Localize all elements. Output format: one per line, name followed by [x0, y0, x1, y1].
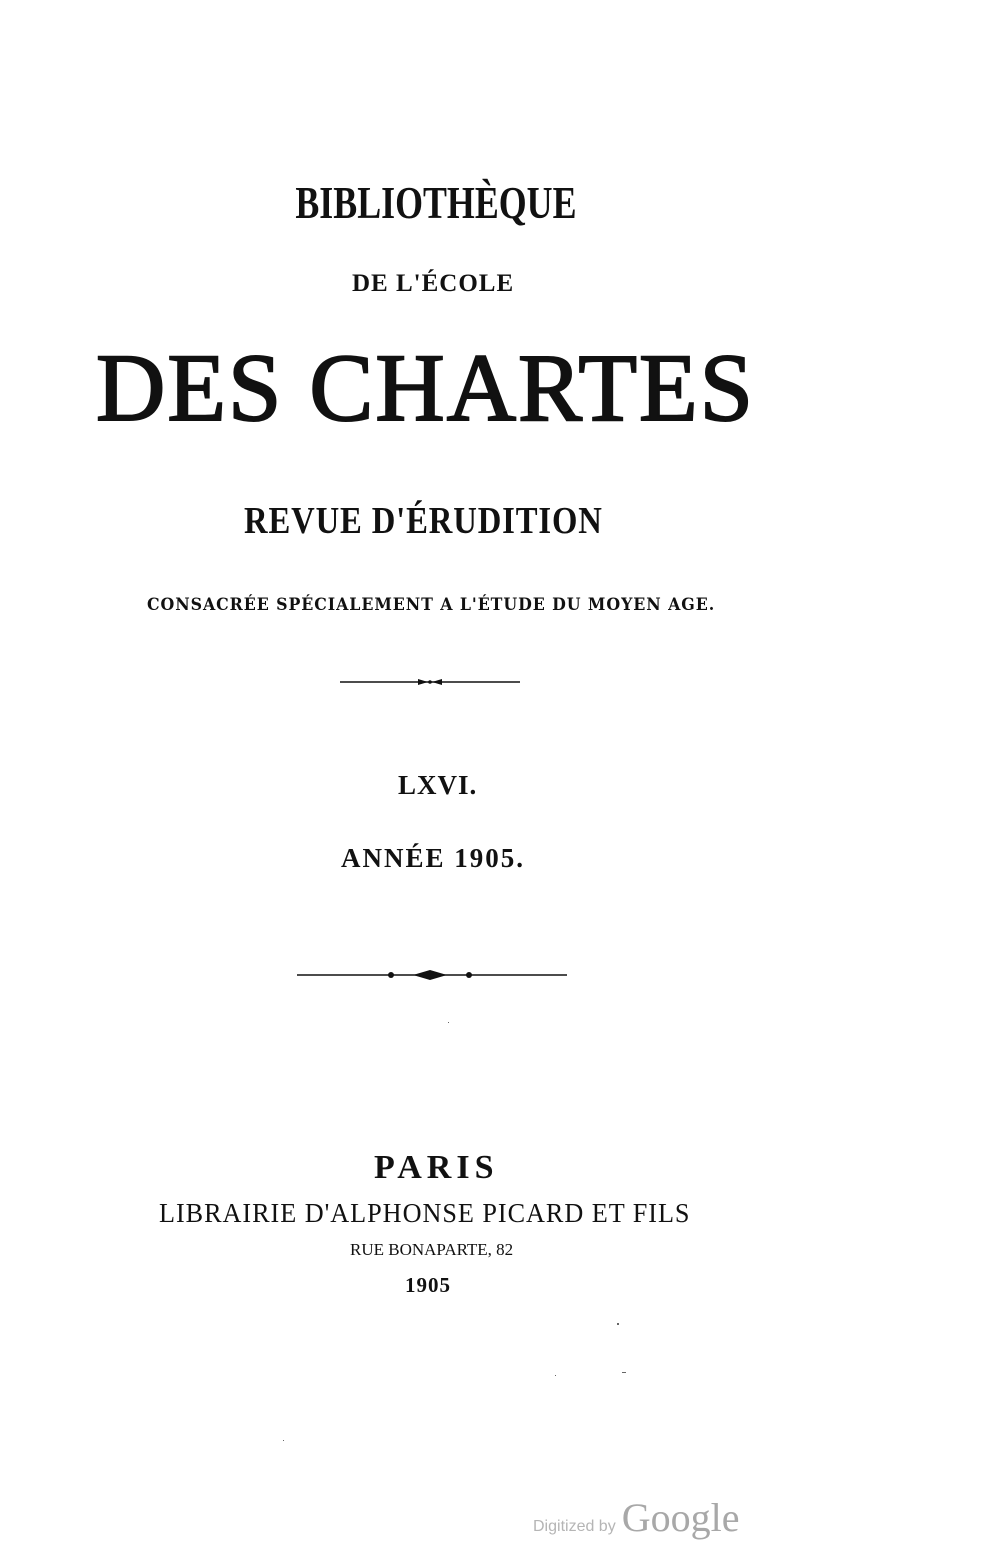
description: CONSACRÉE SPÉCIALEMENT A L'ÉTUDE DU MOYEN AGE.	[147, 595, 716, 615]
volume-year: ANNÉE 1905.	[341, 843, 526, 873]
digitization-watermark	[533, 1494, 739, 1541]
watermark-brand: Google	[621, 1495, 740, 1540]
imprint-publisher: LIBRAIRIE D'ALPHONSE PICARD ET FILS	[159, 1198, 691, 1228]
volume-number: LXVI.	[398, 770, 478, 800]
ornament-rule-top	[338, 675, 522, 689]
paper-speck	[448, 1022, 449, 1023]
series-title-line-3: DES CHARTES	[96, 334, 755, 441]
series-title-line-2: DE L'ÉCOLE	[352, 270, 515, 297]
paper-speck	[622, 1372, 626, 1373]
imprint-address: RUE BONAPARTE, 82	[350, 1240, 514, 1259]
imprint-year: 1905	[405, 1273, 451, 1297]
paper-speck	[617, 1323, 619, 1325]
subtitle: REVUE D'ÉRUDITION	[244, 500, 603, 542]
series-title-line-1: BIBLIOTHÈQUE	[295, 177, 577, 228]
watermark-prefix: Digitized by	[533, 1518, 616, 1535]
paper-speck	[283, 1440, 284, 1441]
ornament-rule-bottom	[295, 966, 569, 984]
imprint-city: PARIS	[374, 1149, 499, 1186]
paper-speck	[555, 1375, 556, 1376]
